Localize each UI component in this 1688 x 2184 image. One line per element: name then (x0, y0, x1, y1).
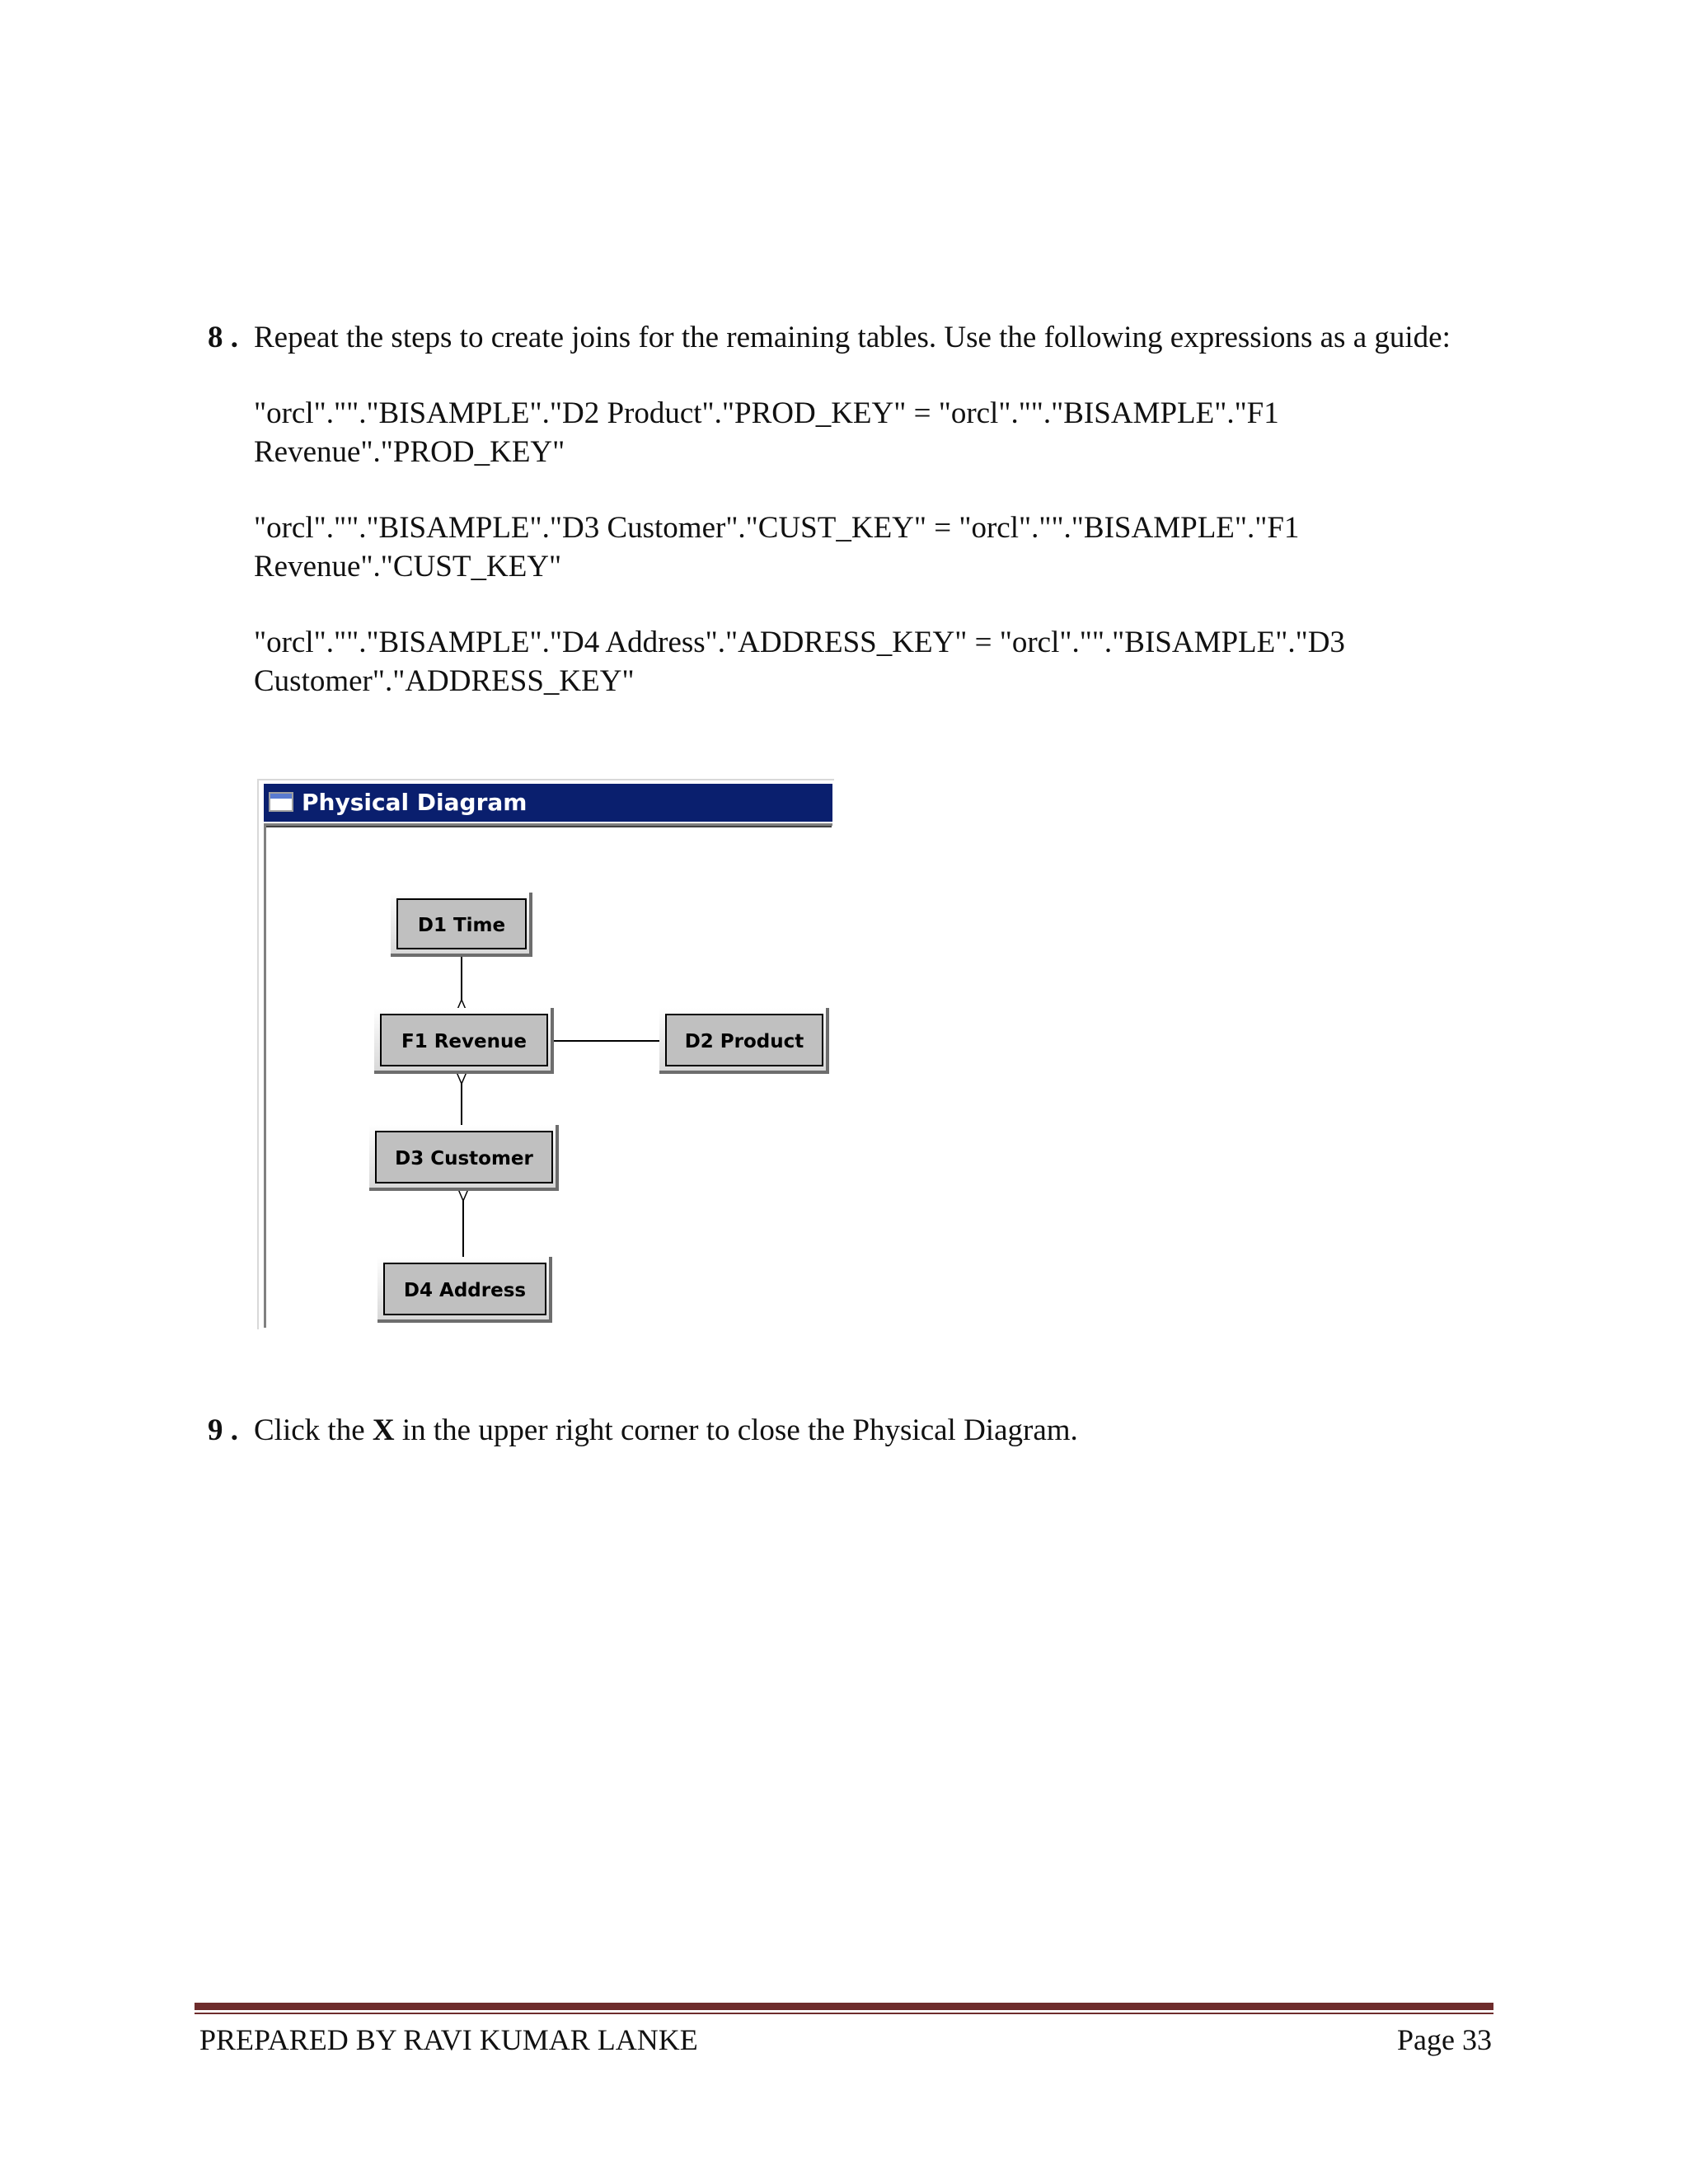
crows-foot-icon (458, 1189, 468, 1201)
step-instruction: Repeat the steps to create joins for the remaining tables. Use the following expressions as a guide: (254, 321, 1451, 354)
diagram-graph (259, 780, 836, 1331)
table-d2-product[interactable] (659, 1008, 829, 1074)
expression-line: "orcl".""."BISAMPLE"."D4 Address"."ADDRESS_KEY" = "orcl".""."BISAMPLE"."D3 (254, 626, 1345, 659)
window-title: Physical Diagram (302, 789, 528, 816)
table-f1-revenue[interactable] (374, 1008, 554, 1074)
footer-rule-thin (195, 2013, 1493, 2014)
table-label: D3 Customer (395, 1148, 533, 1169)
table-d1-time[interactable] (391, 893, 532, 957)
physical-diagram-window (257, 779, 834, 1329)
expression-line: Revenue"."CUST_KEY" (254, 550, 562, 583)
crows-foot-icon (457, 1072, 467, 1084)
footer-author: PREPARED BY RAVI KUMAR LANKE (199, 2023, 698, 2056)
table-d3-customer[interactable] (369, 1125, 559, 1191)
footer-rule (195, 2003, 1493, 2010)
table-label: D1 Time (417, 915, 506, 936)
expression-line: "orcl".""."BISAMPLE"."D2 Product"."PROD_KEY" = "orcl".""."BISAMPLE"."F1 (254, 396, 1279, 430)
step-number: 9 . (208, 1413, 238, 1447)
page-number: Page 33 (1397, 2023, 1492, 2056)
join-expression (254, 623, 1540, 701)
expression-line: Revenue"."PROD_KEY" (254, 435, 565, 469)
step-instruction-start: Click the (254, 1413, 373, 1447)
table-label: F1 Revenue (401, 1031, 527, 1052)
step-instruction-end: in the upper right corner to close the Physical Diagram. (394, 1413, 1078, 1447)
table-label: D2 Product (684, 1031, 804, 1052)
step-number: 8 . (208, 321, 238, 354)
join-lines (462, 956, 660, 1257)
expression-line: "orcl".""."BISAMPLE"."D3 Customer"."CUST_KEY" = "orcl".""."BISAMPLE"."F1 (254, 511, 1300, 545)
join-expression (254, 509, 1540, 586)
step-body (254, 318, 1540, 701)
expression-line: Customer"."ADDRESS_KEY" (254, 664, 635, 698)
close-x-label: X (372, 1413, 395, 1447)
step-body (254, 1411, 1490, 1450)
table-label: D4 Address (403, 1280, 527, 1301)
join-expression (254, 394, 1540, 471)
table-d4-address[interactable] (377, 1257, 552, 1323)
